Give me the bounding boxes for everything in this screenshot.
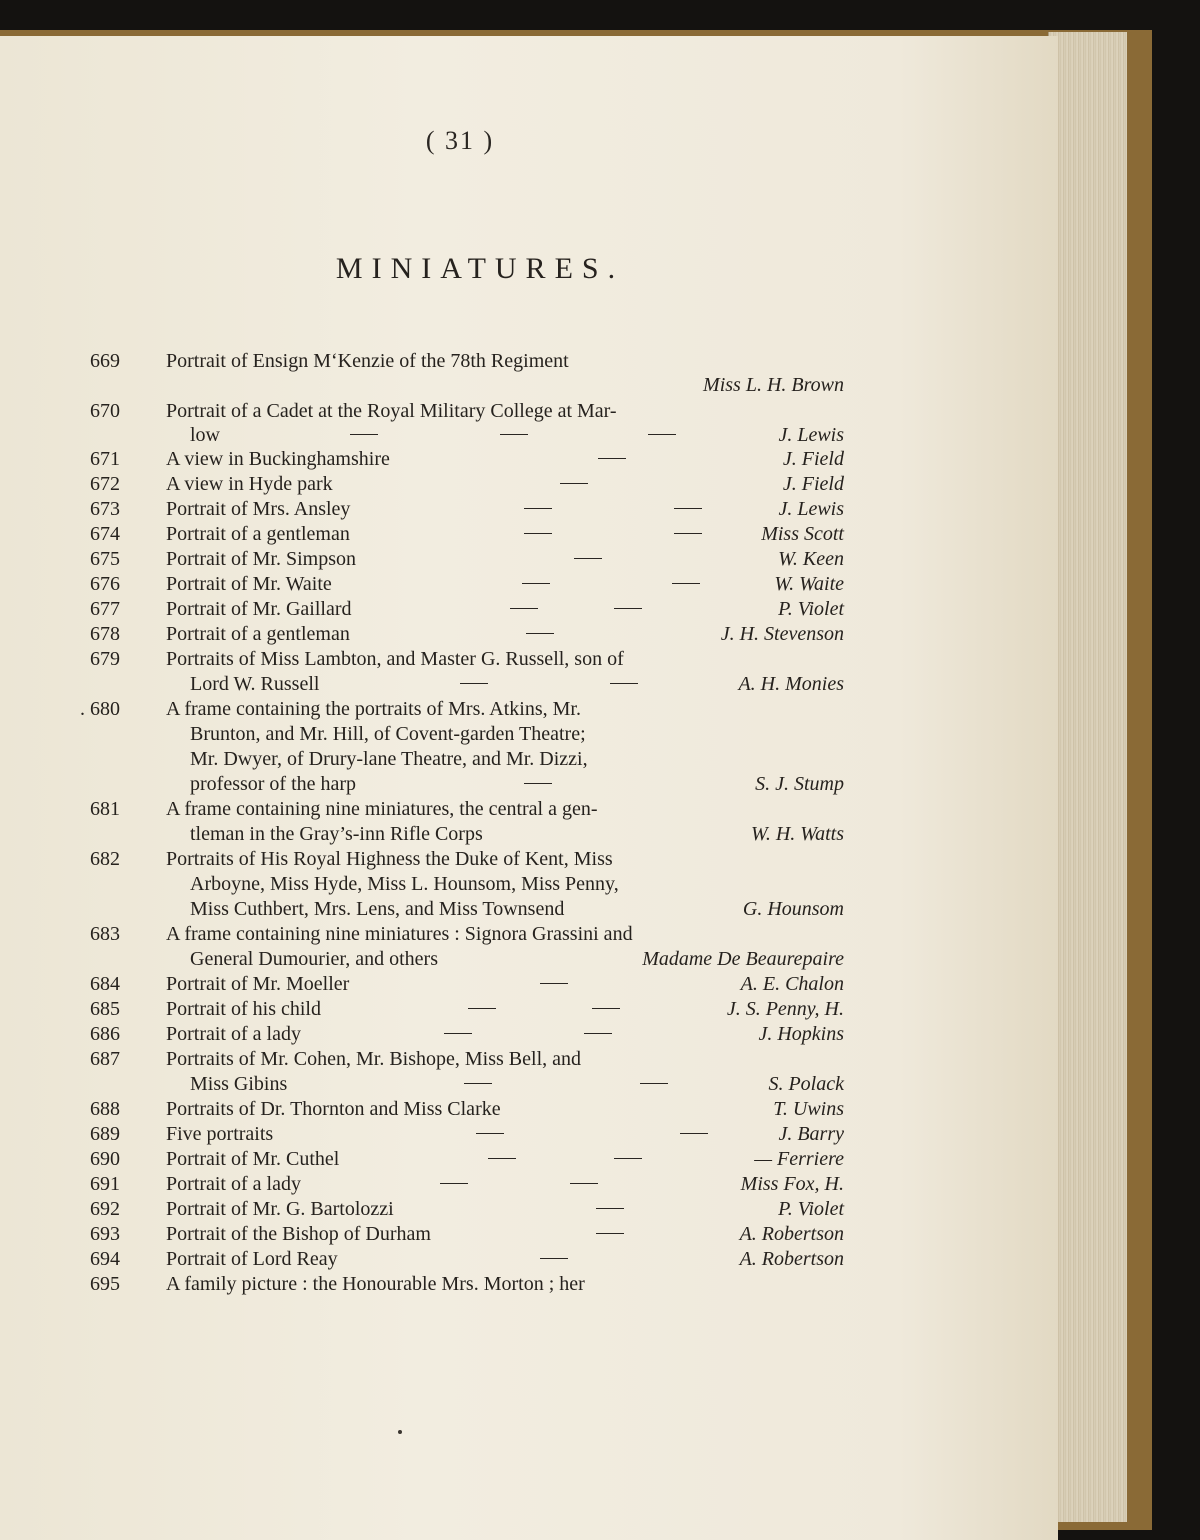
entry-text: A view in Buckinghamshire [166, 448, 390, 470]
entry-artist: S. Polack [768, 1073, 844, 1095]
entry-row [0, 1046, 1000, 1072]
entry-text: Portrait of a Cadet at the Royal Military College at Mar- [166, 400, 617, 422]
entry-row [0, 1121, 1000, 1147]
entry-text: Portrait of Ensign M‘Kenzie of the 78th Regiment [166, 350, 569, 372]
entry-row [0, 546, 1000, 572]
entry-row-cont [0, 671, 1000, 697]
entry-artist: Madame De Beaurepaire [642, 948, 844, 970]
dash-rule [596, 1233, 624, 1234]
entry-artist: J. Hopkins [758, 1023, 844, 1045]
entry-text-cont: Miss Cuthbert, Mrs. Lens, and Miss Townsend [190, 898, 565, 920]
entry-number: 693 [90, 1223, 120, 1245]
dash-rule [440, 1183, 468, 1184]
entry-text: Portrait of Mr. Simpson [166, 548, 357, 570]
page-number: ( 31 ) [425, 126, 495, 155]
entry-artist: W. H. Watts [751, 823, 844, 845]
entry-number: 672 [90, 473, 120, 495]
entry-text: Portrait of a gentleman [166, 523, 350, 545]
entry-row [0, 971, 1000, 997]
dash-rule [468, 1008, 496, 1009]
dash-rule [672, 583, 700, 584]
dash-rule [500, 434, 528, 435]
entry-row [0, 996, 1000, 1022]
entry-text: Portrait of Mr. G. Bartolozzi [166, 1198, 394, 1220]
entry-number: 675 [90, 548, 120, 570]
entry-text: A frame containing the portraits of Mrs. Atkins, Mr. [166, 698, 581, 720]
entry-row [0, 471, 1000, 497]
entry-row-cont [0, 871, 1000, 897]
entry-text-cont: low [190, 424, 220, 446]
entry-number: 695 [90, 1273, 120, 1295]
dash-rule [460, 683, 488, 684]
entry-artist: J. S. Penny, H. [726, 998, 844, 1020]
dash-rule [640, 1083, 668, 1084]
entry-row [0, 1221, 1000, 1247]
entry-artist: A. Robertson [739, 1223, 844, 1245]
entry-row [0, 696, 1000, 722]
entry-number: 673 [90, 498, 120, 520]
entry-number: 689 [90, 1123, 120, 1145]
entry-row [0, 596, 1000, 622]
entry-row [0, 1171, 1000, 1197]
dash-rule [524, 783, 552, 784]
entry-row [0, 1196, 1000, 1222]
entry-row-cont [0, 946, 1000, 972]
entry-text: Portrait of the Bishop of Durham [166, 1223, 431, 1245]
entry-row-cont [0, 721, 1000, 747]
entry-text-cont: tleman in the Gray’s-inn Rifle Corps [190, 823, 483, 845]
entry-text: Portrait of Mr. Moeller [166, 973, 350, 995]
dash-rule [674, 533, 702, 534]
entry-number: 691 [90, 1173, 120, 1195]
entry-text: Portraits of Miss Lambton, and Master G. Russell, son of [166, 648, 624, 670]
entry-number: 694 [90, 1248, 120, 1270]
entry-number: 677 [90, 598, 120, 620]
entry-row-cont [0, 896, 1000, 922]
entry-number: 670 [90, 400, 120, 422]
dash-rule [350, 434, 378, 435]
entry-number: 684 [90, 973, 120, 995]
entry-artist: J. H. Stevenson [720, 623, 844, 645]
entry-text-cont: professor of the harp [190, 773, 357, 795]
entry-text: Portraits of His Royal Highness the Duke of Kent, Miss [166, 848, 613, 870]
dash-rule [584, 1033, 612, 1034]
entry-row-cont [0, 771, 1000, 797]
entry-text: Portrait of Mrs. Ansley [166, 498, 351, 520]
page-edges [1048, 32, 1127, 1522]
entry-number: 683 [90, 923, 120, 945]
dash-rule [524, 508, 552, 509]
entry-row-cont [0, 746, 1000, 772]
entry-artist: A. H. Monies [738, 673, 844, 695]
entry-text: Portrait of Mr. Gaillard [166, 598, 352, 620]
entry-artist: J. Field [782, 473, 844, 495]
dash-rule [574, 558, 602, 559]
entry-row [0, 348, 1000, 374]
entry-text-cont: Arboyne, Miss Hyde, Miss L. Hounsom, Miss Penny, [190, 873, 619, 895]
entry-artist: A. Robertson [739, 1248, 844, 1270]
entry-artist: P. Violet [778, 1198, 844, 1220]
entry-row [0, 496, 1000, 522]
dash-rule [560, 483, 588, 484]
entry-row [0, 521, 1000, 547]
entry-row [0, 1021, 1000, 1047]
entry-row-cont [0, 1071, 1000, 1097]
entry-number: . 680 [80, 698, 120, 720]
entry-number: 690 [90, 1148, 120, 1170]
entry-number: 686 [90, 1023, 120, 1045]
entry-text: Portrait of a lady [166, 1173, 301, 1195]
entry-text-cont: Lord W. Russell [190, 673, 320, 695]
dash-rule [596, 1208, 624, 1209]
entry-number: 678 [90, 623, 120, 645]
entry-number: 685 [90, 998, 120, 1020]
entry-row [0, 571, 1000, 597]
entry-number: 681 [90, 798, 120, 820]
entry-artist: J. Lewis [778, 424, 844, 446]
entry-text: Portrait of Mr. Cuthel [166, 1148, 340, 1170]
dash-rule [540, 1258, 568, 1259]
dash-rule [522, 583, 550, 584]
entry-text: Five portraits [166, 1123, 274, 1145]
entry-number: 669 [90, 350, 120, 372]
dash-rule [614, 608, 642, 609]
entry-artist: Miss Fox, H. [740, 1173, 844, 1195]
dash-rule [476, 1133, 504, 1134]
section-title: MINIATURES. [335, 252, 625, 285]
entry-text: A frame containing nine miniatures, the central a gen- [166, 798, 598, 820]
entry-artist: P. Violet [778, 598, 844, 620]
entry-artist: Miss Scott [761, 523, 844, 545]
dash-rule [488, 1158, 516, 1159]
entry-text: A frame containing nine miniatures : Signora Grassini and [166, 923, 633, 945]
entry-text: Portrait of a gentleman [166, 623, 350, 645]
entry-row [0, 846, 1000, 872]
entry-text: A family picture : the Honourable Mrs. Morton ; her [166, 1273, 585, 1295]
entry-text: Portraits of Mr. Cohen, Mr. Bishope, Miss Bell, and [166, 1048, 581, 1070]
entry-number: 679 [90, 648, 120, 670]
dash-rule [510, 608, 538, 609]
dash-rule [540, 983, 568, 984]
entry-text-cont: General Dumourier, and others [190, 948, 438, 970]
entry-number: 671 [90, 448, 120, 470]
entry-number: 676 [90, 573, 120, 595]
entry-artist: Miss L. H. Brown [703, 374, 844, 396]
entry-row [0, 446, 1000, 472]
entry-artist: J. Barry [778, 1123, 844, 1145]
entry-artist: S. J. Stump [755, 773, 844, 795]
dash-rule [526, 633, 554, 634]
ink-speck [398, 1430, 402, 1434]
entry-artist: J. Field [782, 448, 844, 470]
dash-rule [648, 434, 676, 435]
dash-rule [570, 1183, 598, 1184]
entry-text-cont: Miss Gibins [190, 1073, 288, 1095]
entry-text-cont: Brunton, and Mr. Hill, of Covent-garden Theatre; [190, 723, 586, 745]
entry-text-cont: Mr. Dwyer, of Drury-lane Theatre, and Mr. Dizzi, [190, 748, 588, 770]
entry-artist: J. Lewis [778, 498, 844, 520]
entry-row [0, 398, 1000, 424]
entry-row [0, 1246, 1000, 1272]
dash-rule [614, 1158, 642, 1159]
dash-rule [610, 683, 638, 684]
dash-rule [598, 458, 626, 459]
entry-row-cont [0, 372, 1000, 398]
entry-artist: W. Keen [778, 548, 844, 570]
dash-rule [464, 1083, 492, 1084]
entry-artist: — Ferriere [754, 1148, 844, 1170]
entry-number: 688 [90, 1098, 120, 1120]
entry-text: A view in Hyde park [166, 473, 333, 495]
entry-row [0, 921, 1000, 947]
entry-artist: G. Hounsom [742, 898, 844, 920]
entry-artist: W. Waite [774, 573, 844, 595]
entry-artist: A. E. Chalon [740, 973, 844, 995]
entry-number: 682 [90, 848, 120, 870]
dash-rule [674, 508, 702, 509]
entry-text: Portrait of his child [166, 998, 321, 1020]
entry-artist: T. Uwins [773, 1098, 844, 1120]
entry-number: 692 [90, 1198, 120, 1220]
dash-rule [680, 1133, 708, 1134]
entry-text: Portrait of Mr. Waite [166, 573, 332, 595]
entry-row-cont [0, 821, 1000, 847]
dash-rule [524, 533, 552, 534]
entry-row-cont [0, 422, 1000, 448]
entry-row [0, 1146, 1000, 1172]
entry-text: Portrait of a lady [166, 1023, 301, 1045]
dash-rule [592, 1008, 620, 1009]
entry-row [0, 1271, 1000, 1297]
dash-rule [444, 1033, 472, 1034]
entry-row [0, 796, 1000, 822]
entry-number: 674 [90, 523, 120, 545]
entry-number: 687 [90, 1048, 120, 1070]
entry-row [0, 1096, 1000, 1122]
entry-text: Portrait of Lord Reay [166, 1248, 338, 1270]
entry-row [0, 621, 1000, 647]
entry-text: Portraits of Dr. Thornton and Miss Clarke [166, 1098, 501, 1120]
entry-row [0, 646, 1000, 672]
